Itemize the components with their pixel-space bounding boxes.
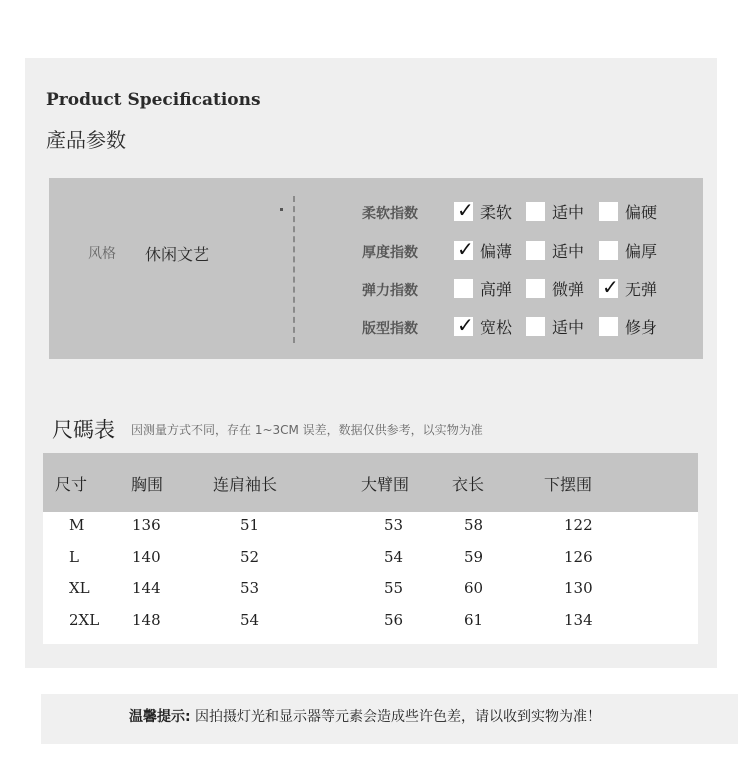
option-label: 柔软 <box>480 203 513 222</box>
style-value: 休闲文艺 <box>145 245 210 264</box>
checked-checkbox <box>454 198 474 222</box>
table-cell: 54 <box>240 611 260 629</box>
check-icon: ✓ <box>602 275 619 299</box>
checked-checkbox <box>599 275 619 299</box>
table-cell: XL <box>69 579 90 597</box>
table-cell: 140 <box>132 548 161 566</box>
table-cell: 58 <box>464 516 484 534</box>
table-cell: 54 <box>384 548 404 566</box>
option-label: 宽松 <box>480 318 513 337</box>
table-cell: 61 <box>464 611 484 629</box>
size-chart-title: 尺碼表 <box>52 418 115 442</box>
unchecked-checkbox <box>599 202 618 221</box>
table-cell: 52 <box>240 548 260 566</box>
column-header: 大臂围 <box>361 475 410 494</box>
table-cell: 55 <box>384 579 404 597</box>
index-label: 弹力指数 <box>362 283 418 299</box>
unchecked-checkbox <box>526 317 545 336</box>
option-label: 偏薄 <box>480 242 513 261</box>
option-label: 高弹 <box>480 280 513 299</box>
option-label: 偏硬 <box>625 203 658 222</box>
tip-label: 温馨提示: <box>129 709 191 725</box>
unchecked-checkbox <box>526 202 545 221</box>
unchecked-checkbox <box>454 279 473 298</box>
dashed-divider <box>293 196 295 343</box>
index-label: 版型指数 <box>362 321 418 337</box>
title-chinese: 產品参数 <box>46 128 126 152</box>
option-label: 无弹 <box>625 280 658 299</box>
option-label: 修身 <box>625 318 658 337</box>
unchecked-checkbox <box>599 241 618 260</box>
table-cell: 134 <box>564 611 593 629</box>
table-header <box>43 453 698 512</box>
index-label: 柔软指数 <box>362 206 418 222</box>
unchecked-checkbox <box>599 317 618 336</box>
table-row <box>43 607 698 637</box>
table-row <box>43 575 698 605</box>
check-icon: ✓ <box>457 198 474 222</box>
title-english: Product Specifications <box>46 90 261 110</box>
table-cell: 122 <box>564 516 593 534</box>
column-header: 连肩袖长 <box>213 475 278 494</box>
size-chart-note: 因测量方式不同，存在 1~3CM 误差，数据仅供参考，以实物为准 <box>131 423 483 437</box>
table-cell: 126 <box>564 548 593 566</box>
column-header: 下摆围 <box>544 475 593 494</box>
size-table <box>43 453 698 644</box>
table-row <box>43 544 698 574</box>
tip-message: 因拍摄灯光和显示器等元素会造成些许色差，请以收到实物为准！ <box>190 709 602 725</box>
table-cell: 59 <box>464 548 484 566</box>
check-icon: ✓ <box>457 313 474 337</box>
checked-checkbox <box>454 313 474 337</box>
table-cell: 53 <box>384 516 404 534</box>
table-cell: 60 <box>464 579 484 597</box>
column-header: 胸围 <box>131 475 164 494</box>
table-cell: 53 <box>240 579 260 597</box>
option-label: 微弹 <box>552 280 585 299</box>
option-label: 适中 <box>552 203 585 222</box>
table-row <box>43 512 698 542</box>
table-cell: 2XL <box>69 611 100 629</box>
style-label: 风格 <box>88 246 116 262</box>
table-cell: 136 <box>132 516 161 534</box>
tip-text <box>129 706 601 726</box>
option-label: 适中 <box>552 242 585 261</box>
checked-checkbox <box>454 237 474 261</box>
table-cell: 144 <box>132 579 161 597</box>
unchecked-checkbox <box>526 241 545 260</box>
index-label: 厚度指数 <box>362 245 418 261</box>
unchecked-checkbox <box>526 279 545 298</box>
column-header: 尺寸 <box>55 475 88 494</box>
column-header: 衣长 <box>452 475 485 494</box>
table-cell: M <box>69 516 85 534</box>
table-cell: L <box>69 548 79 566</box>
table-cell: 148 <box>132 611 161 629</box>
decorative-dot <box>280 208 283 211</box>
check-icon: ✓ <box>457 237 474 261</box>
table-cell: 51 <box>240 516 260 534</box>
option-label: 适中 <box>552 318 585 337</box>
option-label: 偏厚 <box>625 242 658 261</box>
table-cell: 56 <box>384 611 404 629</box>
table-cell: 130 <box>564 579 593 597</box>
